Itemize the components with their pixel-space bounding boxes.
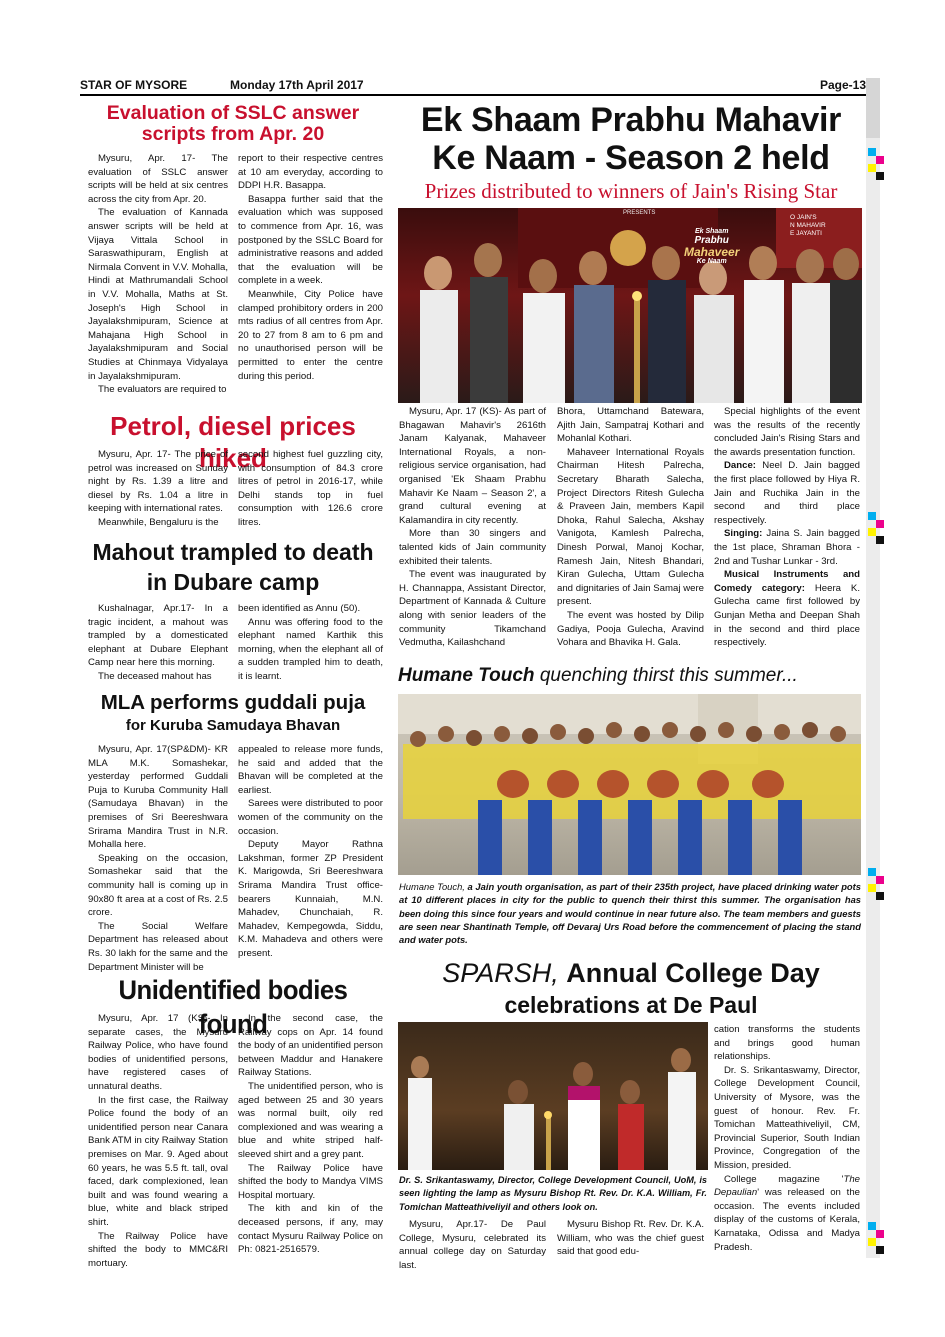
paragraph: Meanwhile, Bengaluru is the — [98, 516, 219, 528]
banner-presents: PRESENTS — [623, 210, 656, 216]
person-body — [694, 295, 734, 403]
paragraph: Deputy Mayor Rathna Lakshman, former ZP President K. Marigowda, Sri Beereshwara Srirama Mandira Trust office-bearers Kunnaiah, M.N. Mahadev, Chunchaiah, R. Mahadev, Kempegowda, Siddu, K.M. Mahadeva and others were present. — [238, 839, 383, 959]
singing-label: Singing: — [724, 528, 763, 540]
stand — [678, 800, 702, 875]
caption-text: a Jain youth organisation, as part of their 235th project, have placed drinking water pots at 10 different places in city for the public to quench their thirst this summer. The organisation has been doing this since four years and would continue in near future also. The team members and guests are seen near Shantinath Temple, off Devaraj Urs Road before the commencement of placing the stand and water pots. — [399, 881, 861, 946]
text: ' was released on the occasion. The events included display of the customs of Kerala, Karnataka, Odissa and Madya Pradesh. — [714, 1187, 860, 1253]
banner-title — [684, 228, 739, 266]
paragraph: Annu was offering food to the elephant named Karthik this morning, when the elephant all of a sudden trampled him to death, it is learnt. — [238, 616, 383, 682]
headline-line: Ek Shaam Prabhu Mahavir — [420, 101, 842, 139]
banner-line: Ek Shaam — [694, 228, 729, 235]
issue-date: Monday 17th April 2017 — [230, 78, 364, 92]
reg-mark — [868, 1222, 876, 1230]
caption-org: Humane Touch, — [399, 881, 465, 892]
humane-headline — [398, 664, 864, 688]
person-head — [652, 246, 680, 280]
paragraph: report to their respective centres at 10 am everyday, according to DDPI H.R. Basappa. — [238, 153, 383, 192]
color-strip-light — [866, 138, 880, 1258]
singing-paragraph — [714, 527, 860, 568]
banner-line: N MAHAVIR — [790, 222, 826, 229]
paragraph: been identified as Annu (50). — [238, 603, 361, 614]
reg-mark — [868, 164, 876, 172]
person-head — [746, 726, 762, 742]
reg-mark — [876, 892, 884, 900]
person-body — [574, 285, 614, 403]
color-strip — [866, 78, 880, 138]
headline-bold: Annual College Day — [566, 958, 820, 988]
reg-mark — [876, 172, 884, 180]
person-body — [792, 283, 830, 403]
person-body — [523, 293, 565, 403]
mla-col2 — [238, 743, 383, 961]
mahout-headline — [80, 537, 386, 597]
reg-mark — [876, 156, 884, 164]
headline-line: Ke Naam - Season 2 held — [432, 139, 830, 177]
lamp-flame — [544, 1111, 552, 1119]
person-head — [579, 251, 607, 285]
paragraph: The deceased mahout has — [98, 670, 212, 682]
paragraph: second highest fuel guzzling city, with consumption of 84.3 crore litres of petrol in 2016-17, while Delhi stands top in fuel consumption with 126.6 crore litres. — [238, 449, 383, 528]
paragraph: The Railway Police have shifted the body to Mandya VIMS Hospital mortuary. — [238, 1162, 383, 1201]
paragraph: appealed to release more funds, he said and added that the Bhavan will be completed at the earliest. — [238, 744, 383, 796]
priest-robe — [668, 1072, 696, 1170]
reg-mark — [868, 148, 876, 156]
person-head — [699, 261, 727, 295]
paragraph: Mysuru, Apr. 17 (KS)- In separate cases, the Mysuru Railway Police, who have found bodies of unidentified persons, have registered cases of unnatural deaths. — [88, 1013, 228, 1092]
paragraph: Mysuru Bishop Rt. Rev. Dr. K.A. William, who was the chief guest said that good edu- — [557, 1219, 704, 1258]
pot — [647, 770, 679, 798]
humane-caption — [399, 880, 861, 946]
page-number: Page-13 — [819, 78, 866, 92]
headline-italic: SPARSH, — [442, 958, 559, 988]
mahavir-headline — [398, 101, 864, 177]
person-body — [470, 277, 508, 403]
sparsh-col2 — [557, 1218, 704, 1259]
paragraph: The event was inaugurated by H. Channappa, Assistant Director, Department of Kannada & Culture along with senior leaders of the community Tikamchand Vedmutha, Kailashchand — [399, 569, 546, 649]
person-head — [410, 731, 426, 747]
paragraph: The evaluation of Kannada answer scripts will be held at Vijaya Vittala School in Saraswathipuram, English at Nirmala Convent in V.V. Mohalla, Hindi at Mathrumandali School in V.V. Mohalla, Maths at St. Joseph's High School in Jayalakshmipuram, Science at Mahajana High School in Jayalakshmipuram and Social Studies at Chinmaya Vidyalaya in Jayalakshmipuram. — [88, 207, 228, 382]
person-head — [550, 724, 566, 740]
banner-line: Prabhu — [694, 235, 729, 246]
person-head — [578, 728, 594, 744]
person-head — [466, 730, 482, 746]
person-head — [474, 243, 502, 277]
person-head — [796, 249, 824, 283]
banner-line: Ke Naam — [696, 258, 727, 265]
humane-photo — [398, 694, 861, 875]
mla-col1 — [88, 743, 228, 974]
person-body — [420, 290, 458, 403]
dance-text: Neel D. Jain bagged the first place followed by Hiya R. Jain and Ruchika Jain in the second and third place respectively. — [714, 460, 860, 526]
paragraph: The kith and kin of the deceased persons, if any, may contact Mysuru Railway Police on Ph: 0821-2516579. — [238, 1203, 383, 1256]
paragraph: The Railway Police have shifted the body to MMC&RI mortuary. — [88, 1230, 228, 1269]
person-head — [606, 722, 622, 738]
person-head — [718, 722, 734, 738]
reg-mark — [868, 884, 876, 892]
paragraph: Mysuru, Apr. 17- The evaluation of SSLC answer scripts will be held at six centres across the city from Apr. 20. — [88, 153, 228, 205]
paragraph: Speaking on the occasion, Somashekar said that the community hall is coming up in 90x80 ft area at a cost of Rs. 2.5 crore. — [88, 852, 228, 919]
paragraph: Bhora, Uttamchand Batewara, Ajith Jain, Sampatraj Kothari and Mohanlal Kothari. — [557, 406, 704, 445]
stand — [478, 800, 502, 875]
person-head — [802, 722, 818, 738]
person-head — [522, 728, 538, 744]
paragraph: The event was hosted by Dilip Gadiya, Pooja Gulecha, Aravind Vohara and Bhavika H. Gala. — [557, 609, 704, 649]
person-head — [634, 726, 650, 742]
mahavir-col3 — [714, 405, 860, 650]
banner-emblem — [610, 230, 646, 266]
person-head — [494, 726, 510, 742]
paragraph: In the first case, the Railway Police found the body of an unidentified person near Canara Bank ATM in city Railway Station premises on Mar. 9. Aged about 60 years, he was 5.5 ft. tall, oval faced, dark complexioned, lean built and was found wearing a blue, white and black striped shirt. — [88, 1094, 228, 1228]
person-head — [438, 726, 454, 742]
banner-line: Mahaveer — [684, 245, 740, 259]
bodies-col2 — [238, 1012, 383, 1257]
reg-mark — [876, 876, 884, 884]
sparsh-col1 — [399, 1218, 546, 1272]
paragraph: Basappa further said that the evaluation which was supposed to commence from Apr. 16, was postponed by the SSLC Board for administrative reasons and added that the evaluation will be complete in a week. — [238, 193, 383, 287]
reg-mark — [868, 1238, 876, 1246]
paragraph: Mysuru, Apr. 17- The price of petrol was increased on Sunday night by Rs. 1.39 a litre and diesel by Rs. 1.04 a litre in keeping with international rates. — [88, 449, 228, 515]
lamp-stand — [634, 298, 640, 403]
stand — [628, 800, 652, 875]
person-head — [424, 256, 452, 290]
mahavir-col2 — [557, 405, 704, 650]
person-head — [749, 246, 777, 280]
magazine-paragraph — [714, 1173, 860, 1255]
paragraph: Mysuru, Apr.17- De Paul College, Mysuru, celebrated its annual college day on Saturday last. — [399, 1219, 546, 1271]
paragraph: The evaluators are required to — [98, 384, 227, 396]
person-head — [833, 248, 859, 280]
paragraph: cation transforms the students and brings good human relationships. — [714, 1024, 860, 1063]
sparsh-headline — [398, 957, 864, 989]
reg-mark — [868, 528, 876, 536]
bodies-headline: Unidentified bodies found — [118, 975, 348, 1039]
reg-mark — [876, 1230, 884, 1238]
music-paragraph — [714, 568, 860, 650]
pot — [597, 770, 629, 798]
reg-mark — [876, 536, 884, 544]
paragraph: The unidentified person, who is aged between 25 and 30 years was normal built, oily red complexioned and was wearing a blue and white striped half-sleeved shirt and a grey pant. — [238, 1080, 383, 1160]
person-head — [774, 724, 790, 740]
paragraph: Mahaveer International Royals Chairman Hitesh Palrecha, Secretary Bharath Salecha, Project Directors Ritesh Gulecha & Praveen Jain, members Kapil Dhoka, Rahul Salecha, Akshay Vanigota, Kamlesh Palrecha, Dinesh Porwal, Manoj Kochar, Ramesh Jain, Nitesh Bhandari, Kiran Gulecha, Uttam Gulecha and dignitaries of Jain Samaj were present. — [557, 446, 704, 608]
reg-mark — [868, 868, 876, 876]
person-body — [744, 280, 784, 403]
paragraph: More than 30 singers and talented kids of Jain community exhibited their talents. — [399, 528, 546, 567]
side-banner-text — [790, 214, 826, 238]
mahavir-col1 — [399, 405, 546, 650]
paragraph: Kushalnagar, Apr.17- In a tragic incident, a mahout was trampled by a domesticated elephant at Dubare Elephant Camp near here this morning. — [88, 603, 228, 669]
mla-headline: MLA performs guddali puja — [100, 691, 366, 714]
stand — [578, 800, 602, 875]
person-body — [830, 280, 862, 403]
person-head — [662, 722, 678, 738]
person-head — [411, 1056, 429, 1078]
mahout-col1 — [88, 602, 228, 684]
lamp-stand — [546, 1117, 551, 1170]
sparsh-col3 — [714, 1023, 860, 1254]
headline-rest: quenching thirst this summer... — [539, 665, 798, 686]
pot — [752, 770, 784, 798]
building-wall — [398, 694, 861, 734]
mahout-col2 — [238, 602, 383, 684]
petrol-col2 — [238, 448, 383, 530]
banner-line: O JAIN'S — [790, 214, 817, 221]
group-illustration — [398, 694, 861, 875]
paragraph: Dr. S. Srikantaswamy, Director, College Development Council, University of Mysore, was the guest of honour. Rev. Fr. Tomichan Matteathiveliyil, CM, Provincial Superior, South Indian Province, Congregation of the Mission, presided. — [714, 1064, 860, 1171]
paragraph: In the second case, the Railway cops on Apr. 14 found the body of an unidentified person between Maddur and Hanakere Railway Stations. — [238, 1013, 383, 1079]
mahavir-subheadline: Prizes distributed to winners of Jain's Rising Star — [424, 179, 838, 203]
banner-line: E JAYANTI — [790, 230, 822, 237]
stand — [778, 800, 802, 875]
petrol-col1 — [88, 448, 228, 530]
music-label: Musical Instruments and Comedy category: — [714, 569, 860, 594]
sparsh-photo — [398, 1022, 708, 1170]
priest-robe — [408, 1078, 432, 1170]
person-body — [648, 280, 686, 403]
headline-line: Mahout trampled to death — [92, 539, 374, 565]
pot — [497, 770, 529, 798]
person-body — [504, 1104, 534, 1170]
sslc-col1 — [88, 152, 228, 397]
sslc-headline: Evaluation of SSLC answer scripts from Apr. 20 — [106, 102, 360, 145]
paper-name: STAR OF MYSORE — [80, 78, 188, 92]
headline-bold: Humane Touch — [398, 665, 535, 686]
person-head — [620, 1080, 640, 1104]
mahavir-photo — [398, 208, 862, 403]
mla-subheadline: for Kuruba Samudaya Bhavan — [125, 717, 341, 734]
person-head — [830, 726, 846, 742]
reg-mark — [876, 520, 884, 528]
magazine-name: The Depaulian — [714, 1173, 860, 1199]
stand — [528, 800, 552, 875]
person-head — [573, 1062, 593, 1086]
dance-paragraph — [714, 459, 860, 527]
petrol-headline: Petrol, diesel prices hiked — [110, 411, 356, 473]
pot — [697, 770, 729, 798]
bodies-col1 — [88, 1012, 228, 1270]
text: College magazine ' — [724, 1173, 844, 1185]
singing-text: Jaina S. Jain bagged the 1st place, Shraman Bhora - 2nd and Tushar Lunkar - 3rd. — [714, 528, 861, 567]
lamp-flame — [632, 291, 642, 301]
paragraph: Mysuru, Apr. 17(SP&DM)- KR MLA M.K. Somashekar, yesterday performed Guddali Puja to Kuruba Community Hall (Samudaya Bhavan) in the premises of Sri Beereshwara Srirama Mandira Trust in N.R. Mohalla here. — [88, 744, 228, 851]
masthead — [80, 78, 866, 96]
paragraph: Mysuru, Apr. 17 (KS)- As part of Bhagawan Mahavir's 2616th Janam Kalyanak, Mahaveer International Royals, a non-religious service organisation, had organised 'Ek Shaam Prabhu Mahavir Ke Naam – Season 2', a grand cultural evening at Kalamandira in city recently. — [399, 406, 546, 526]
person-head — [508, 1080, 528, 1104]
person-body — [618, 1104, 644, 1170]
reg-mark — [868, 512, 876, 520]
sslc-col2 — [238, 152, 383, 383]
person-head — [690, 726, 706, 742]
headline-line: in Dubare camp — [146, 569, 320, 595]
paragraph: The Social Welfare Department has released about Rs. 30 lakh for the same and the Department Minister will be — [88, 920, 228, 973]
pot — [547, 770, 579, 798]
sparsh-caption: Dr. S. Srikantaswamy, Director, College Development Council, UoM, is seen lighting the lamp as Mysuru Bishop Rt. Rev. Dr. K.A. William, Fr. Tomichan Matteathiveliyil and others look on. — [399, 1175, 707, 1212]
dance-label: Dance: — [724, 460, 756, 472]
music-text: Heera K. Gulecha came first followed by Gunjan Metha and Deepan Shah in the second and third place respectively. — [714, 582, 860, 649]
paragraph: Meanwhile, City Police have clamped prohibitory orders in 200 mts radius of all centres from Apr. 20 to 27 from 8 am to 6 pm and no unauthorised person will be permitted to enter the centre during this period. — [238, 288, 383, 382]
paragraph: Sarees were distributed to poor women of the community on the occasion. — [238, 798, 383, 837]
paragraph: Special highlights of the event was the results of the recently concluded Jain's Rising Stars and the awards presentation function. — [714, 406, 860, 458]
sparsh-subheadline: celebrations at De Paul — [504, 992, 758, 1018]
stand — [728, 800, 752, 875]
ceremony-illustration — [398, 1022, 708, 1170]
reg-mark — [876, 1246, 884, 1254]
bishop-sash — [568, 1086, 600, 1100]
person-head — [671, 1048, 691, 1072]
person-head — [529, 259, 557, 293]
